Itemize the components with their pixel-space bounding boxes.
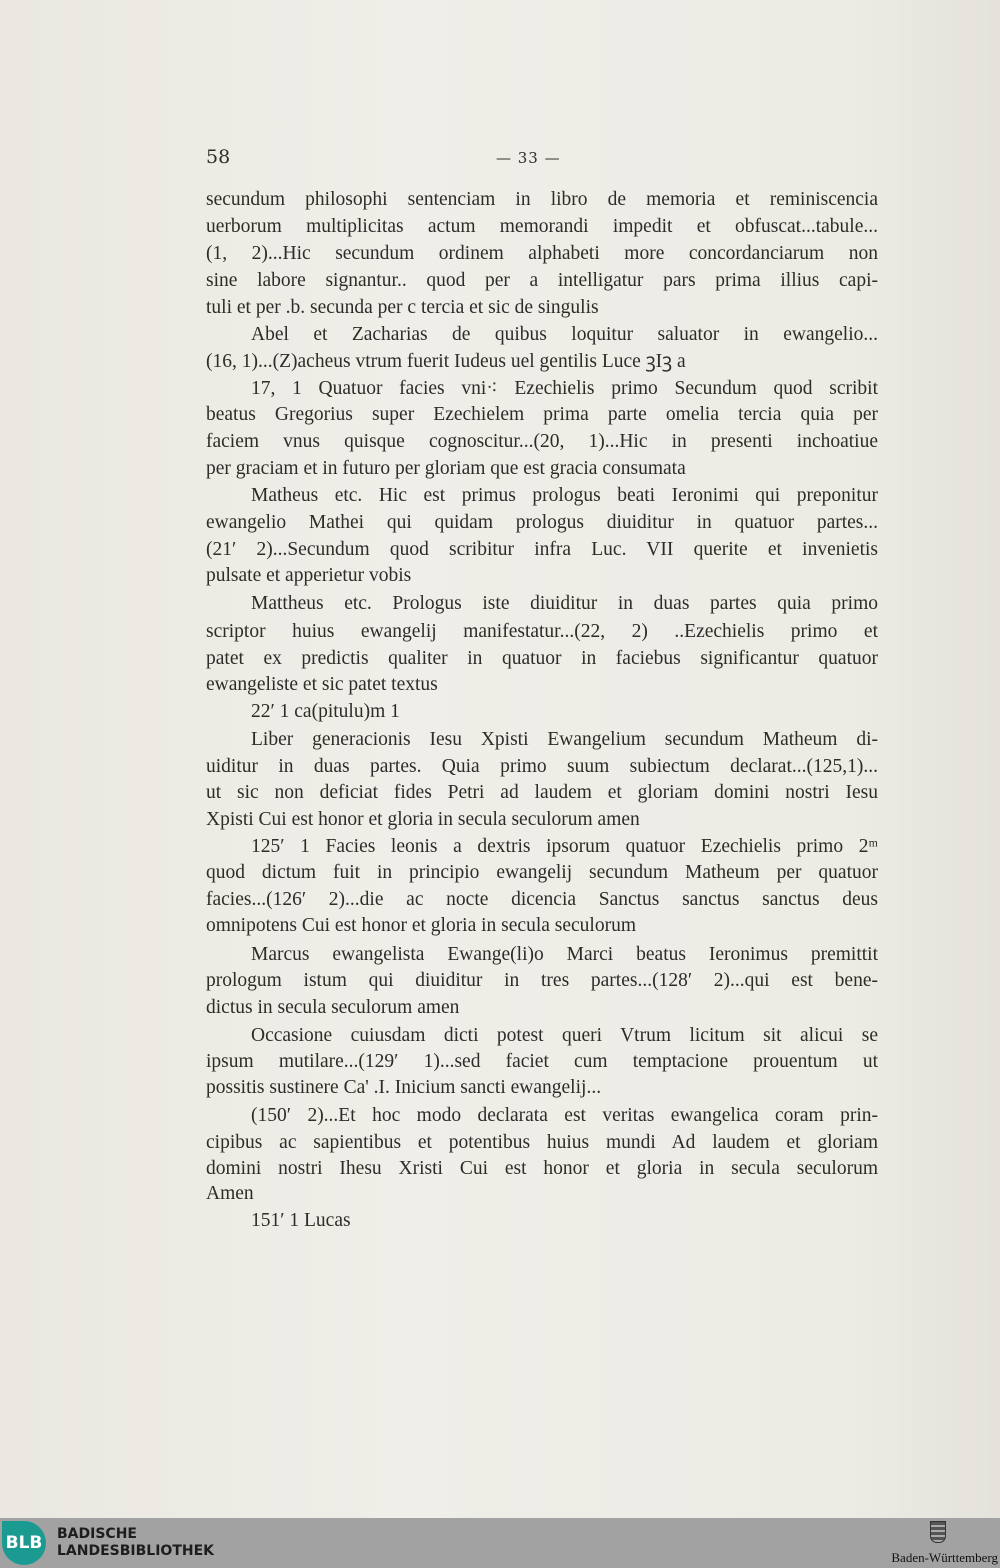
text-line: Marcus ewangelista Ewange(li)o Marci beatus Ieronimus premittit bbox=[251, 944, 878, 965]
text-line: Occasione cuiusdam dicti potest queri Vtrum licitum sit alicui se bbox=[251, 1025, 878, 1046]
page-number: 58 bbox=[206, 146, 231, 168]
text-line: omnipotens Cui est honor et gloria in secula seculorum bbox=[206, 915, 636, 936]
text-line: prologum istum qui diuiditur in tres partes...(128′ 2)...qui est bene- bbox=[206, 970, 878, 991]
text-line: facies...(126′ 2)...die ac nocte dicencia Sanctus sanctus sanctus deus bbox=[206, 889, 878, 910]
text-line: patet ex predictis qualiter in quatuor in faciebus significantur quatuor bbox=[206, 648, 878, 669]
text-line: Amen bbox=[206, 1183, 254, 1204]
text-line: (16, 1)...(Z)acheus vtrum fuerit Iudeus uel gentilis Luce ꝫIꝫ a bbox=[206, 351, 686, 372]
text-line: 125′ 1 Facies leonis a dextris ipsorum quatuor Ezechielis primo 2ᵐ bbox=[251, 836, 878, 857]
text-line: cipibus ac sapientibus et potentibus huius mundi Ad laudem et gloriam bbox=[206, 1132, 878, 1153]
text-line: faciem vnus quisque cognoscitur...(20, 1)...Hic in presenti inchoatiue bbox=[206, 431, 878, 452]
text-line: (21′ 2)...Secundum quod scribitur infra Luc. VII querite et invenietis bbox=[206, 539, 878, 560]
text-line: scriptor huius ewangelij manifestatur...(22, 2) ..Ezechielis primo et bbox=[206, 621, 878, 642]
text-line: Liber generacionis Iesu Xpisti Ewangelium secundum Matheum di- bbox=[251, 729, 878, 750]
text-line: domini nostri Ihesu Xristi Cui est honor et gloria in secula seculorum bbox=[206, 1158, 878, 1179]
text-line: beatus Gregorius super Ezechielem prima parte omelia tercia quia per bbox=[206, 404, 878, 425]
text-line: per graciam et in futuro per gloriam que est gracia consumata bbox=[206, 458, 686, 479]
text-line: uiditur in duas partes. Quia primo suum subiectum declarat...(125,1)... bbox=[206, 756, 878, 777]
text-line: Abel et Zacharias de quibus loquitur saluator in ewangelio... bbox=[251, 324, 878, 345]
text-line: 17, 1 Quatuor facies vni⁖ Ezechielis primo Secundum quod scribit bbox=[251, 378, 878, 399]
text-line: dictus in secula seculorum amen bbox=[206, 997, 460, 1018]
text-line: Matheus etc. Hic est primus prologus beati Ieronimi qui preponitur bbox=[251, 485, 878, 506]
text-line: 151′ 1 Lucas bbox=[251, 1210, 351, 1231]
text-line: Xpisti Cui est honor et gloria in secula seculorum amen bbox=[206, 809, 640, 830]
library-name-line1: BADISCHE bbox=[57, 1526, 137, 1542]
text-line: sine labore signantur.. quod per a intelligatur pars prima illius capi- bbox=[206, 270, 878, 291]
blb-logo[interactable]: BLB bbox=[2, 1521, 46, 1565]
text-line: 22′ 1 ca(pitulu)m 1 bbox=[251, 701, 400, 722]
text-line: secundum philosophi sentenciam in libro de memoria et reminiscencia bbox=[206, 189, 878, 210]
text-line: (150′ 2)...Et hoc modo declarata est veritas ewangelica coram prin- bbox=[251, 1105, 878, 1126]
text-line: (1, 2)...Hic secundum ordinem alphabeti more concordanciarum non bbox=[206, 243, 878, 264]
text-line: tuli et per .b. secunda per c tercia et sic de singulis bbox=[206, 297, 599, 318]
text-line: quod dictum fuit in principio ewangelij secundum Matheum per quatuor bbox=[206, 862, 878, 883]
text-line: ut sic non deficiat fides Petri ad laudem et gloriam domini nostri Iesu bbox=[206, 782, 878, 803]
text-line: pulsate et apperietur vobis bbox=[206, 565, 412, 586]
footer-bar bbox=[0, 1518, 1000, 1568]
library-name-line2: LANDESBIBLIOTHEK bbox=[57, 1543, 215, 1559]
text-line: ipsum mutilare...(129′ 1)...sed faciet cum temptacione prouentum ut bbox=[206, 1051, 878, 1072]
printed-page-number: — 33 — bbox=[496, 149, 561, 167]
text-line: ewangeliste et sic patet textus bbox=[206, 674, 438, 695]
library-name[interactable] bbox=[57, 1526, 214, 1560]
state-label[interactable]: Baden-Württemberg bbox=[891, 1550, 998, 1565]
text-line: ewangelio Mathei qui quidam prologus diuiditur in quatuor partes... bbox=[206, 512, 878, 533]
text-line: possitis sustinere Ca' .I. Inicium sancti ewangelij... bbox=[206, 1077, 602, 1098]
text-line: Mattheus etc. Prologus iste diuiditur in duas partes quia primo bbox=[251, 593, 878, 614]
coat-of-arms-icon bbox=[930, 1521, 946, 1543]
text-line: uerborum multiplicitas actum memorandi impedit et obfuscat...tabule... bbox=[206, 216, 878, 237]
